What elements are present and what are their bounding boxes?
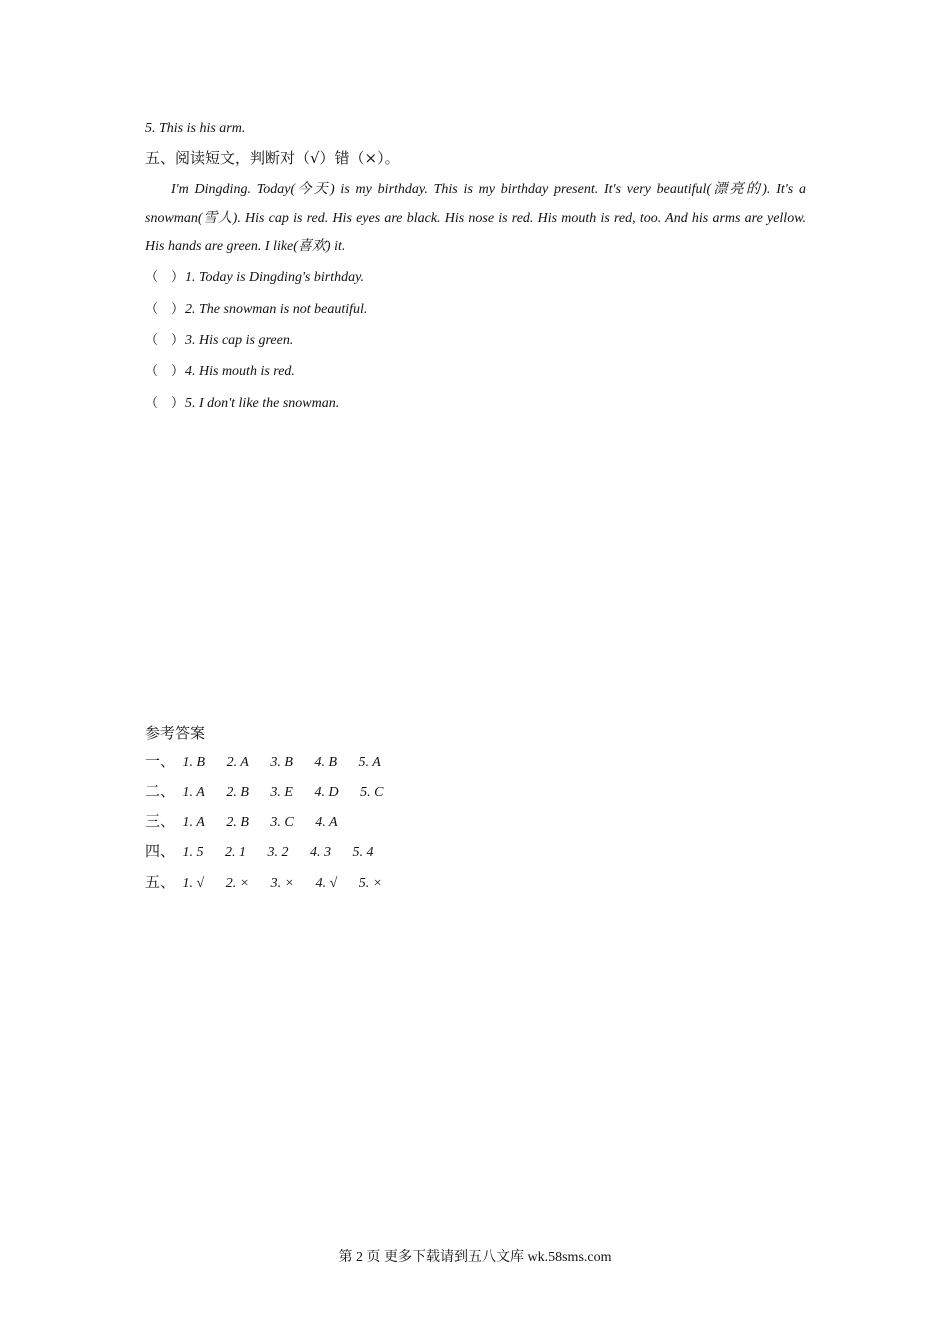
answer-value: 5. × (358, 876, 383, 891)
answer-value: 1. 5 (182, 845, 204, 860)
answer-value: 2. B (226, 785, 249, 800)
answer-blank: （ ） (145, 302, 185, 317)
true-false-item (145, 298, 367, 318)
answer-row (145, 750, 399, 771)
item-text: 3. His cap is green. (185, 333, 294, 348)
answer-row (145, 810, 356, 831)
answer-value: 2. 1 (225, 845, 246, 860)
true-false-item (145, 329, 293, 349)
answer-value: 3. × (270, 876, 295, 891)
answer-value: 4. √ (315, 876, 338, 891)
section-five-title: 五、阅读短文，判断对（√）错（×）。 (145, 149, 400, 167)
answer-row-label: 一、 (145, 752, 176, 770)
item-text: 2. The snowman is not beautiful. (185, 302, 368, 317)
answer-key-title: 参考答案 (145, 724, 206, 742)
answer-value: 2. × (225, 876, 250, 891)
answer-value: 1. A (182, 785, 205, 800)
answer-value: 4. A (315, 815, 338, 830)
answer-value: 1. √ (182, 876, 205, 891)
reading-passage: I'm Dingding. Today(今天) is my birthday. This is my birthday present. It's very beautiful(漂亮的). It's a snowman(雪人). His cap is red. His eyes are black. His nose is red. His mouth is red, too. And his arms are yellow. His hands are green. I like(喜欢) it. (145, 182, 806, 254)
true-false-item (145, 392, 339, 412)
answer-row-label: 五、 (145, 873, 176, 891)
answer-row (145, 780, 401, 801)
previous-question-item: 5. This is his arm. (145, 121, 246, 136)
answer-value: 3. C (270, 815, 294, 830)
answer-value: 1. B (182, 755, 206, 770)
true-false-item (145, 360, 295, 380)
answer-row-label: 三、 (145, 812, 176, 830)
answer-value: 2. B (226, 815, 249, 830)
answer-value: 5. A (358, 755, 381, 770)
answer-value: 5. C (360, 785, 384, 800)
item-text: 1. Today is Dingding's birthday. (185, 270, 365, 285)
answer-value: 3. E (270, 785, 293, 800)
answer-blank: （ ） (145, 364, 185, 379)
item-text: 5. I don't like the snowman. (185, 396, 340, 411)
answer-row (145, 840, 392, 861)
answer-value: 5. 4 (352, 845, 374, 860)
answer-blank: （ ） (145, 333, 185, 348)
answer-value: 4. 3 (310, 845, 331, 860)
answer-row (145, 871, 400, 892)
answer-value: 4. D (314, 785, 339, 800)
answer-blank: （ ） (145, 270, 185, 285)
answer-value: 3. 2 (267, 845, 289, 860)
answer-value: 1. A (182, 815, 205, 830)
answer-value: 4. B (314, 755, 337, 770)
answer-blank: （ ） (145, 396, 185, 411)
answer-value: 3. B (270, 755, 293, 770)
true-false-item (145, 266, 364, 286)
item-text: 4. His mouth is red. (185, 364, 295, 379)
answer-row-label: 四、 (145, 842, 176, 860)
answer-value: 2. A (226, 755, 249, 770)
answer-row-label: 二、 (145, 782, 176, 800)
page-footer: 第 2 页 更多下载请到五八文库 wk.58sms.com (338, 1250, 612, 1265)
